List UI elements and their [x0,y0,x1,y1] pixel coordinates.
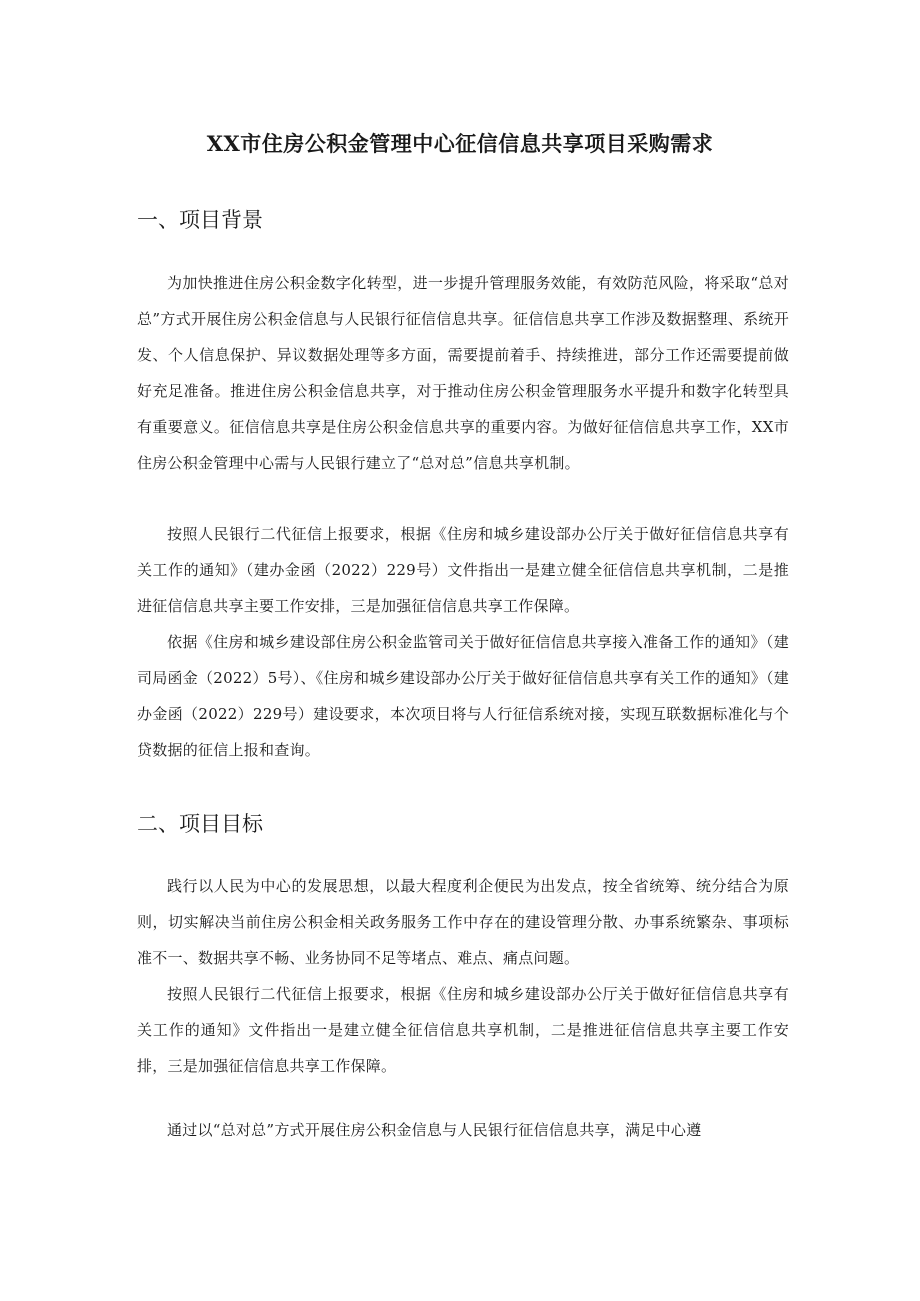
paragraph-background-2: 按照人民银行二代征信上报要求，根据《住房和城乡建设部办公厅关于做好征信信息共享有关工作的通知》（建办金函（2022）229号）文件指出一是建立健全征信信息共享机制，二是推进征信信息共享主要工作安排，三是加强征信信息共享工作保障。 [137,525,789,615]
paragraph-background-1: 为加快推进住房公积金数字化转型，进一步提升管理服务效能，有效防范风险，将采取“总对总”方式开展住房公积金信息与人民银行征信信息共享。征信信息共享工作涉及数据整理、系统开发、个人信息保护、异议数据处理等多方面，需要提前着手、持续推进，部分工作还需要提前做好充足准备。推进住房公积金信息共享，对于推动住房公积金管理服务水平提升和数字化转型具有重要意义。征信信息共享是住房公积金信息共享的重要内容。为做好征信信息共享工作，XX市住房公积金管理中心需与人民银行建立了“总对总”信息共享机制。 [137,274,789,472]
document-title: XX市住房公积金管理中心征信信息共享项目采购需求 [206,131,714,156]
paragraph-goals-2: 按照人民银行二代征信上报要求，根据《住房和城乡建设部办公厅关于做好征信信息共享有关工作的通知》文件指出一是建立健全征信信息共享机制，二是推进征信信息共享主要工作安排，三是加强征信信息共享工作保障。 [137,985,789,1075]
section-heading-background: 一、项目背景 [137,208,263,232]
paragraph-background-3: 依据《住房和城乡建设部住房公积金监管司关于做好征信信息共享接入准备工作的通知》（建司局函金（2022）5号）、《住房和城乡建设部办公厅关于做好征信信息共享有关工作的通知》（建办金函（2022）229号）建设要求，本次项目将与人行征信系统对接，实现互联数据标准化与个贷数据的征信上报和查询。 [137,633,789,759]
paragraph-goals-1: 践行以人民为中心的发展思想，以最大程度利企便民为出发点，按全省统筹、统分结合为原则，切实解决当前住房公积金相关政务服务工作中存在的建设管理分散、办事系统繁杂、事项标准不一、数据共享不畅、业务协同不足等堵点、难点、痛点问题。 [137,877,789,967]
section-heading-goals: 二、项目目标 [137,812,263,836]
paragraph-goals-3: 通过以“总对总”方式开展住房公积金信息与人民银行征信信息共享，满足中心遵 [167,1121,702,1139]
